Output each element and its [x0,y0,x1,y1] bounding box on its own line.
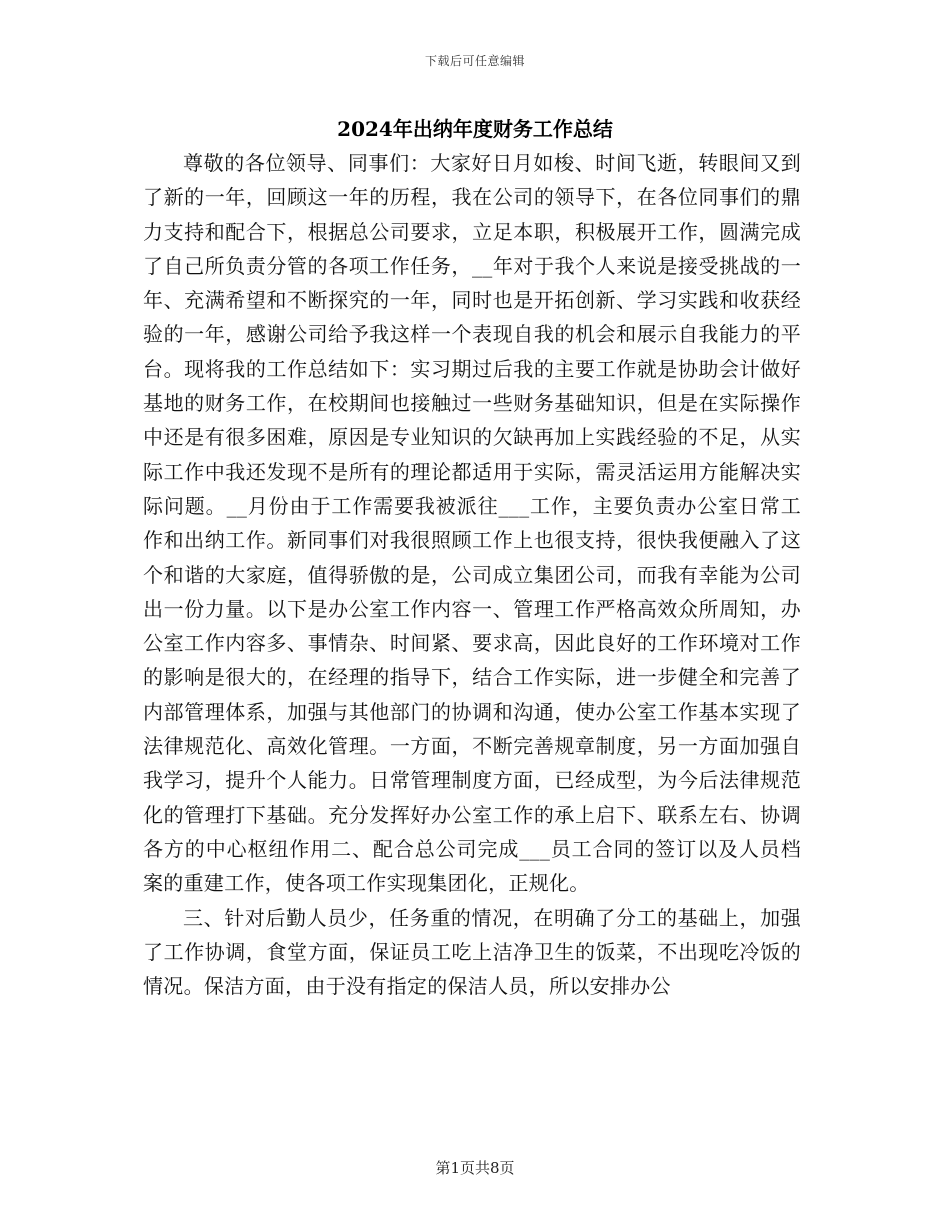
document-title: 2024年出纳年度财务工作总结 [337,117,613,141]
body-paragraph-2: 三、针对后勤人员少，任务重的情况，在明确了分工的基础上，加强了工作协调，食堂方面，保证员工吃上洁净卫生的饭菜，不出现吃冷饭的情况。保洁方面，由于没有指定的保洁人员，所以安排办公 [143,905,801,999]
header-note: 下载后可任意编辑 [424,54,525,68]
body-paragraph-1: 尊敬的各位领导、同事们：大家好日月如梭、时间飞逝，转眼间又到了新的一年，回顾这一年的历程，我在公司的领导下，在各位同事们的鼎力支持和配合下，根据总公司要求，立足本职，积极展开工作，圆满完成了自己所负责分管的各项工作任务，__年对于我个人来说是接受挑战的一年、充满希望和不断探究的一年，同时也是开拓创新、学习实践和收获经验的一年，感谢公司给予我这样一个表现自我的机会和展示自我能力的平台。现将我的工作总结如下：实习期过后我的主要工作就是协助会计做好基地的财务工作，在校期间也接触过一些财务基础知识，但是在实际操作中还是有很多困难，原因是专业知识的欠缺再加上实践经验的不足，从实际工作中我还发现不是所有的理论都适用于实际，需灵活运用方能解决实际问题。__月份由于工作需要我被派往___工作，主要负责办公室日常工作和出纳工作。新同事们对我很照顾工作上也很支持，很快我便融入了这个和谐的大家庭，值得骄傲的是，公司成立集团公司，而我有幸能为公司出一份力量。以下是办公室工作内容一、管理工作严格高效众所周知，办公室工作内容多、事情杂、时间紧、要求高，因此良好的工作环境对工作的影响是很大的，在经理的指导下，结合工作实际，进一步健全和完善了内部管理体系，加强与其他部门的协调和沟通，使办公室工作基本实现了法律规范化、高效化管理。一方面，不断完善规章制度，另一方面加强自我学习，提升个人能力。日常管理制度方面，已经成型，为今后法律规范化的管理打下基础。充分发挥好办公室工作的承上启下、联系左右、协调各方的中心枢纽作用二、配合总公司完成___员工合同的签订以及人员档案的重建工作，使各项工作实现集团化，正规化。 [143,151,801,896]
page-footer: 第1页共8页 [435,1159,515,1177]
document-body [143,146,801,1003]
